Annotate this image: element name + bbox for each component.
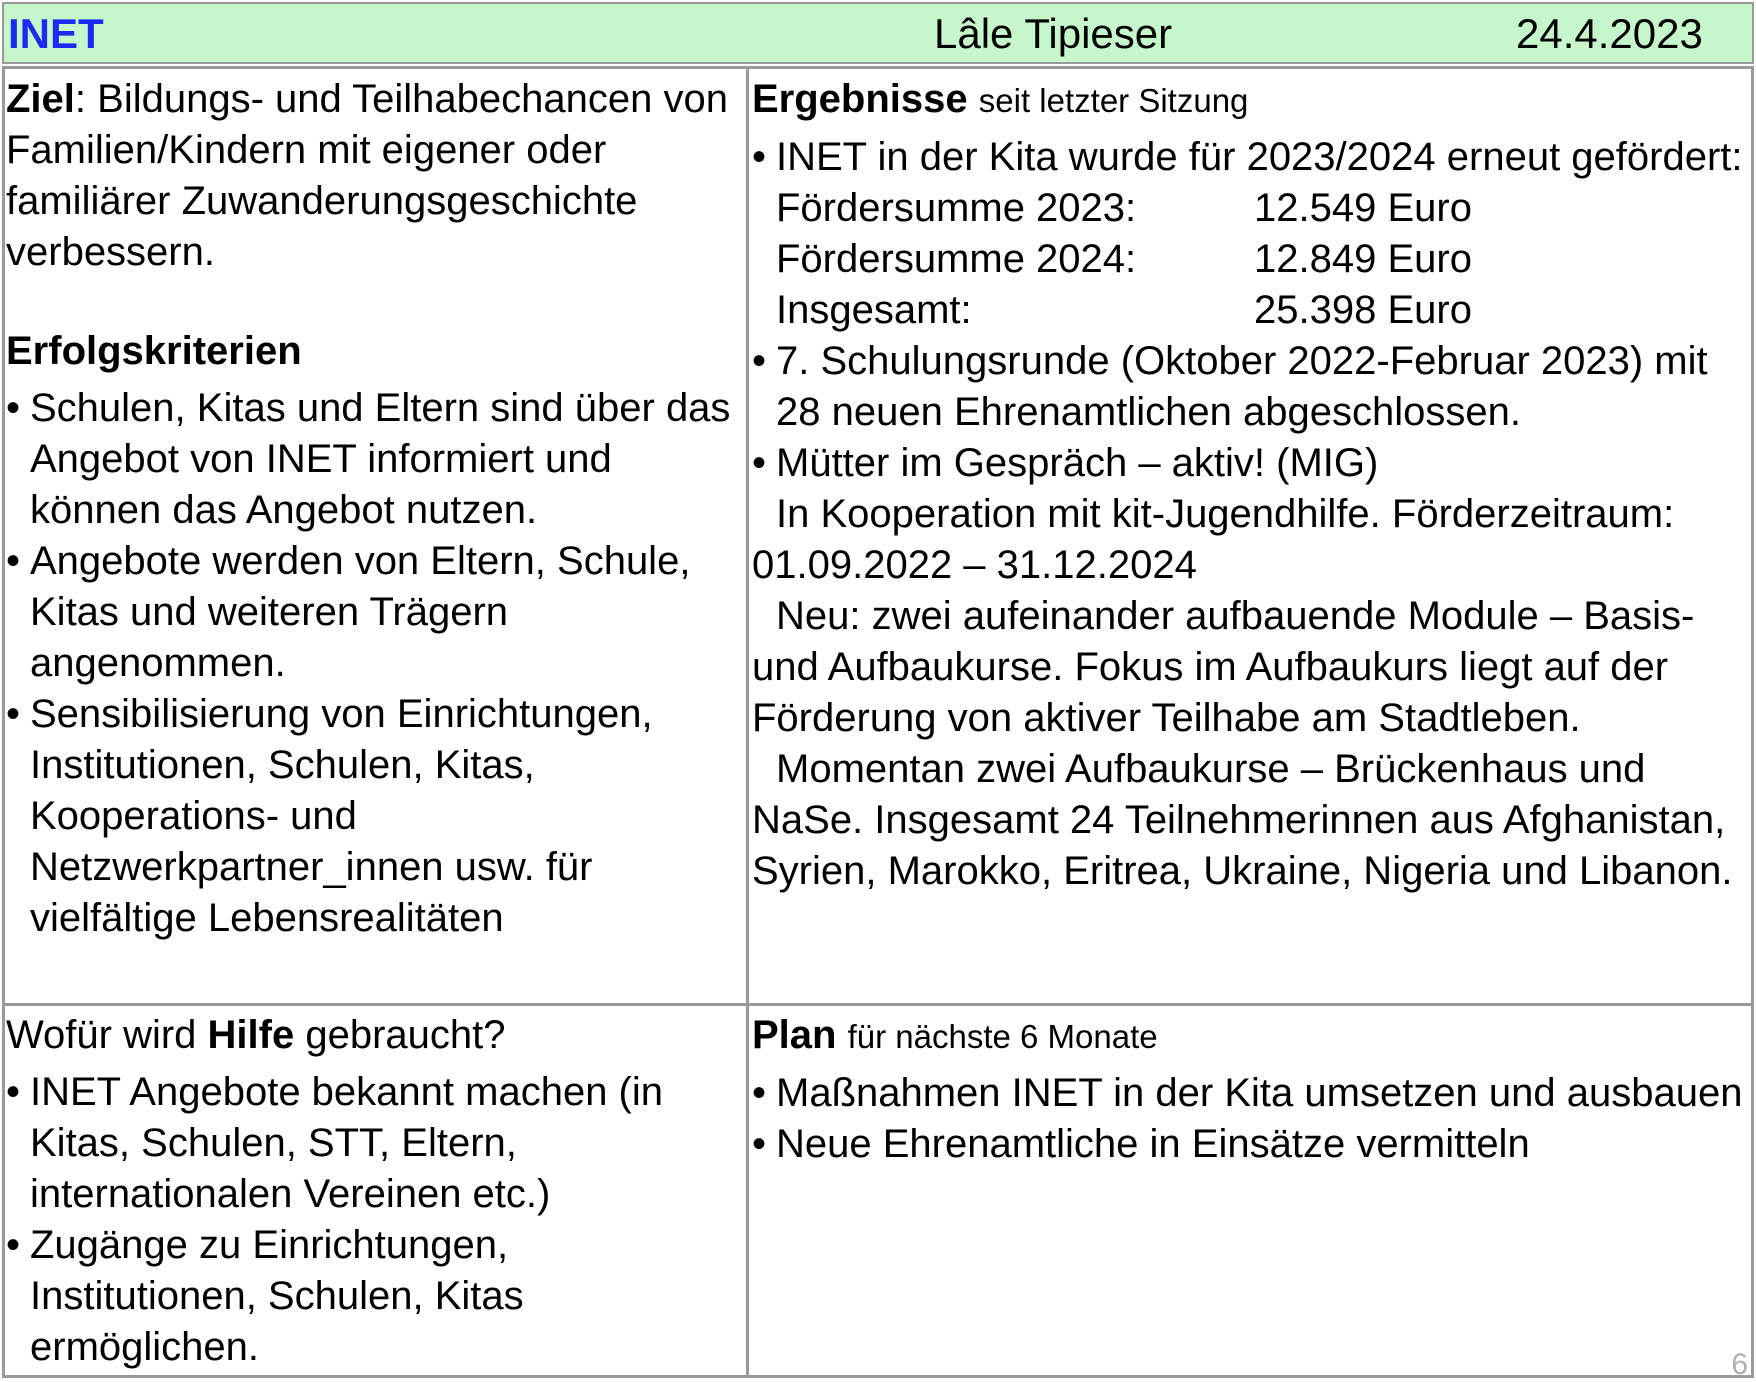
funding-total-row — [752, 285, 1752, 336]
plan-cell — [752, 1010, 1752, 1170]
list-item: • Sensibilisierung von Einrichtungen, Institutionen, Schulen, Kitas, Kooperations- und Netzwerkpartner_innen usw. für vielfältige Lebensrealitäten — [6, 689, 742, 944]
results-paragraph: Neu: zwei aufeinander aufbauende Module – Basis- und Aufbaukurse. Fokus im Aufbaukurs liegt auf der Förderung von aktiver Teilhabe am Stadtleben. — [752, 594, 1695, 740]
help-heading: Wofür wird Hilfe gebraucht? — [6, 1013, 506, 1057]
plan-heading-line — [752, 1010, 1752, 1062]
header-date: 24.4.2023 — [1516, 10, 1703, 57]
list-item: • Neue Ehrenamtliche in Einsätze vermitteln — [752, 1119, 1752, 1170]
help-cell — [6, 1010, 742, 1373]
list-item: • Schulen, Kitas und Eltern sind über das Angebot von INET informiert und können das Angebot nutzen. — [6, 383, 742, 536]
help-list — [6, 1067, 742, 1373]
plan-heading: Plan — [752, 1013, 837, 1057]
results-heading-line — [752, 74, 1752, 126]
results-paragraph: Momentan zwei Aufbaukurse – Brückenhaus und NaSe. Insgesamt 24 Teilnehmerinnen aus Afghanistan, Syrien, Marokko, Eritrea, Ukraine, Nigeria und Libanon. — [752, 747, 1733, 893]
results-subheading: seit letzter Sitzung — [978, 82, 1249, 119]
results-list-continued — [752, 336, 1752, 489]
header-title: INET — [8, 10, 104, 57]
success-criteria-heading: Erfolgskriterien — [6, 329, 302, 373]
plan-list — [752, 1068, 1752, 1170]
funding-row — [752, 234, 1752, 285]
plan-subheading: für nächste 6 Monate — [847, 1018, 1158, 1055]
funding-label: Fördersumme 2024: — [776, 237, 1137, 281]
funding-label: Fördersumme 2023: — [776, 186, 1137, 230]
funding-value: 25.398 Euro — [1254, 288, 1472, 332]
list-item: • Maßnahmen INET in der Kita umsetzen und ausbauen — [752, 1068, 1752, 1119]
results-heading: Ergebnisse — [752, 77, 968, 121]
success-criteria-list — [6, 383, 742, 944]
row-divider — [2, 1003, 1754, 1006]
list-item: • INET Angebote bekannt machen (in Kitas, Schulen, STT, Eltern, internationalen Vereinen etc.) — [6, 1067, 742, 1220]
list-item: • Mütter im Gespräch – aktiv! (MIG) — [752, 438, 1752, 489]
list-item: • Zugänge zu Einrichtungen, Institutionen, Schulen, Kitas ermöglichen. — [6, 1220, 742, 1373]
header-author: Lâle Tipieser — [934, 10, 1173, 57]
header-bar — [2, 2, 1754, 64]
list-item: • Angebote werden von Eltern, Schule, Kitas und weiteren Trägern angenommen. — [6, 536, 742, 689]
goal-label: Ziel — [6, 77, 75, 121]
list-item: • INET in der Kita wurde für 2023/2024 erneut gefördert: — [752, 132, 1752, 183]
funding-row — [752, 183, 1752, 234]
goal-cell — [6, 74, 742, 944]
list-item: • 7. Schulungsrunde (Oktober 2022-Februar 2023) mit 28 neuen Ehrenamtlichen abgeschlossen. — [752, 336, 1752, 438]
results-paragraph: In Kooperation mit kit-Jugendhilfe. Förderzeitraum: 01.09.2022 – 31.12.2024 — [752, 492, 1675, 587]
goal-text — [6, 74, 742, 278]
funding-label: Insgesamt: — [776, 288, 972, 332]
page-number: 6 — [1731, 1348, 1748, 1381]
funding-value: 12.549 Euro — [1254, 186, 1472, 230]
funding-value: 12.849 Euro — [1254, 237, 1472, 281]
results-cell — [752, 74, 1752, 897]
results-list — [752, 132, 1752, 183]
goal-description: : Bildungs- und Teilhabechancen von Familien/Kindern mit eigener oder familiärer Zuwanderungsgeschichte verbessern. — [6, 77, 728, 274]
column-divider — [746, 66, 749, 1378]
